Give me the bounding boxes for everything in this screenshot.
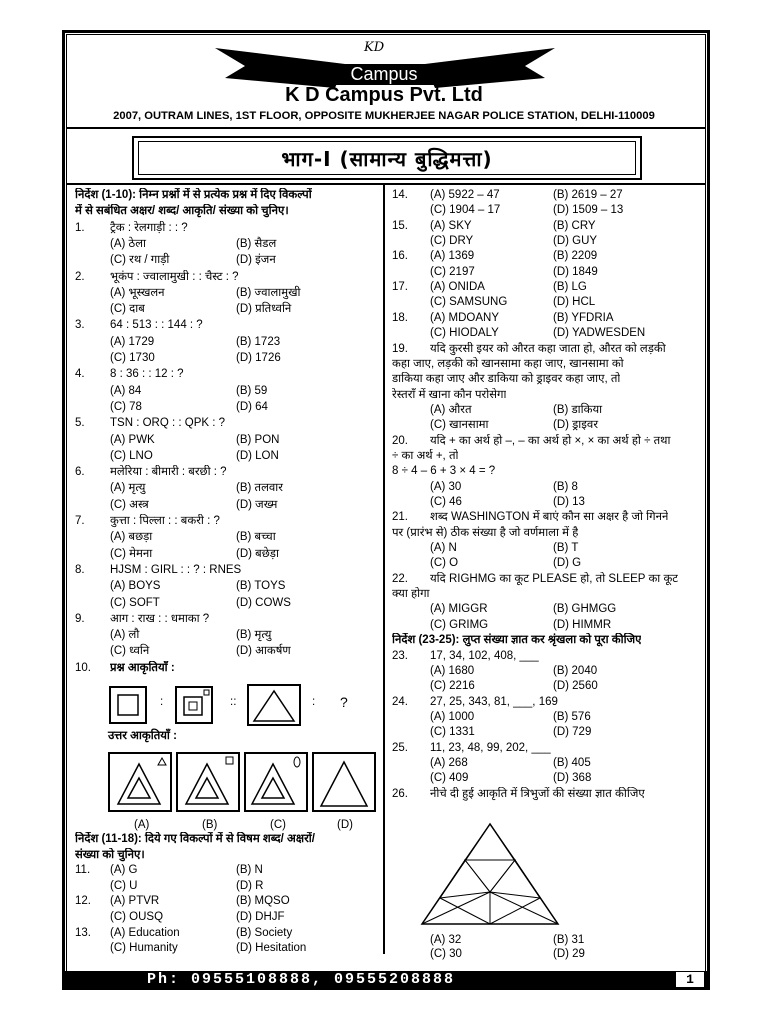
question-text: 11, 23, 48, 99, 202, ___ (430, 741, 551, 754)
option-left: (A) ठेला (110, 237, 146, 250)
option-left: (C) 2197 (430, 265, 475, 278)
q-fig-1-inner (118, 695, 138, 715)
question-text: 17, 34, 102, 408, ___ (430, 649, 539, 662)
question-number: 17. (392, 281, 408, 294)
question-text: मलेरिया : बीमारी : बरछी : ? (110, 466, 227, 479)
option-left: (C) ध्वनि (110, 645, 150, 658)
option-left: (A) मृत्यु (110, 482, 146, 495)
option-right: (D) 1509 – 13 (553, 204, 624, 217)
question-text: आग : राख : : धमाका ? (110, 612, 210, 625)
q-sep-1: : (160, 696, 164, 708)
answer-label-b: (B) (202, 819, 218, 831)
option-left: (C) Humanity (110, 942, 178, 955)
question-text: कुत्ता : पिल्ला : : बकरी : ? (110, 515, 220, 527)
option-right: (D) R (236, 879, 264, 892)
option-right: (B) LG (553, 281, 587, 294)
question-number: 2. (75, 270, 85, 283)
directions-text: निर्देश (11-18): दिये गए विकल्पों में से विषम शब्द/ अक्षरों/ (75, 833, 315, 845)
option-left: (A) 32 (430, 934, 462, 946)
directions-text: निर्देश (1-10): निम्न प्रश्नों में से प्रत्येक प्रश्न में दिए विकल्पों (75, 189, 312, 201)
option-right: (D) 1849 (553, 265, 598, 278)
question-number: 26. (392, 787, 408, 800)
option-right: (B) GHMGG (553, 603, 617, 616)
question-text: यदि + का अर्थ हो –, – का अर्थ हो ×, × का अर्थ हो ÷ तथा (430, 434, 671, 447)
option-right: (D) COWS (236, 596, 291, 609)
option-right: (B) CRY (553, 219, 596, 232)
option-left: (A) 268 (430, 756, 468, 769)
q-fig-2-mid (184, 697, 202, 715)
option-left: (C) 1331 (430, 726, 475, 739)
q-fig-3-triangle (254, 691, 294, 721)
company-name: K D Campus Pvt. Ltd (285, 84, 483, 106)
option-left: (C) खानसामा (430, 419, 489, 432)
option-left: (C) अस्त्र (110, 498, 149, 511)
answer-label-c: (C) (270, 819, 286, 831)
question-text: TSN : ORQ : : QPK : ? (110, 417, 226, 430)
question-number: 11. (75, 864, 91, 877)
option-left: (C) 1730 (110, 352, 155, 364)
question-number: 25. (392, 741, 408, 754)
option-right: (B) 2040 (553, 664, 598, 677)
option-right: (B) PON (236, 433, 280, 446)
option-right: (D) HCL (553, 296, 596, 309)
question-text: 64 : 513 : : 144 : ? (110, 319, 203, 332)
option-right: (B) सैडल (236, 237, 277, 250)
option-left: (A) N (430, 542, 457, 555)
question-text: 8 : 36 : : 12 : ? (110, 368, 184, 381)
option-left: (A) 1729 (110, 335, 155, 348)
question-text: पर (प्रारंभ से) ठीक संख्या है जो वर्णमाला में है (392, 526, 579, 539)
option-left: (A) भूस्खलन (110, 286, 165, 299)
question-text: HJSM : GIRL : : ? : RNES (110, 563, 242, 576)
question-number: 23. (392, 649, 408, 662)
option-right: (D) बछेड़ा (236, 547, 279, 560)
footer-bar (62, 971, 710, 988)
question-text: 8 ÷ 4 – 6 + 3 × 4 = ? (392, 465, 496, 478)
option-left: (A) MIGGR (430, 603, 488, 616)
option-right: (B) 2209 (553, 250, 598, 263)
answer-label-a: (A) (134, 819, 150, 831)
q-fig-2-outer (176, 687, 212, 723)
q-fig-2-inner (189, 702, 197, 710)
option-left: (A) 84 (110, 384, 142, 397)
question-number: 7. (75, 515, 85, 527)
option-right: (B) तलवार (236, 482, 283, 495)
question-number: 21. (392, 511, 408, 524)
option-left: (C) 2216 (430, 680, 475, 693)
option-left: (C) DRY (430, 235, 474, 248)
company-address: 2007, OUTRAM LINES, 1ST FLOOR, OPPOSITE MUKHERJEE NAGAR POLICE STATION, DELHI-110009 (113, 110, 655, 122)
option-left: (C) 46 (430, 496, 462, 508)
question-text: भूकंप : ज्वालामुखी : : चैस्ट : ? (110, 270, 239, 283)
q-fig-1-outer (110, 687, 146, 723)
option-left: (A) G (110, 864, 138, 877)
option-left: (A) बछड़ा (110, 531, 153, 544)
option-right: (B) 31 (553, 934, 585, 946)
option-left: (A) SKY (430, 219, 472, 232)
option-left: (A) MDOANY (430, 311, 499, 324)
answer-figures (108, 752, 378, 814)
answer-figures-heading: उत्तर आकृतियाँ : (108, 730, 177, 742)
question-number: 24. (392, 695, 408, 708)
option-right: (D) इंजन (236, 254, 276, 267)
title-rule (66, 183, 706, 185)
option-left: (C) SOFT (110, 596, 160, 609)
triangle-figure (420, 820, 560, 930)
directions-text: प्रश्न आकृतियाँ : (110, 661, 175, 674)
question-number: 5. (75, 417, 85, 430)
option-right: (D) GUY (553, 235, 598, 248)
option-right: (D) जख्म (236, 498, 278, 511)
question-text: डाकिया कहा जाए और डाकिया को ड्राइवर कहा जाए, तो (392, 373, 621, 386)
option-left: (C) HIODALY (430, 327, 499, 340)
option-right: (B) Society (236, 926, 293, 939)
question-number: 12. (75, 895, 91, 908)
option-right: (D) HIMMR (553, 618, 612, 631)
question-text: यदि RIGHMG का कूट PLEASE हो, तो SLEEP का कूट (430, 572, 679, 585)
q-fig-2-small (204, 690, 209, 695)
option-left: (A) 5922 – 47 (430, 189, 500, 201)
option-left: (C) OUSQ (110, 911, 164, 923)
section-title: भाग-I (सामान्य बुद्धिमत्ता) (138, 141, 636, 175)
option-right: (D) YADWESDEN (553, 327, 646, 340)
question-text: 27, 25, 343, 81, ___, 169 (430, 695, 558, 708)
option-left: (A) PWK (110, 433, 155, 446)
option-left: (C) U (110, 879, 138, 892)
column-divider (383, 184, 385, 954)
footer-phones: Ph: 09555108888, 09555208888 (147, 971, 456, 988)
option-left: (C) O (430, 557, 459, 570)
option-right: (B) 405 (553, 756, 591, 769)
question-number: 1. (75, 221, 85, 234)
directions-text: निर्देश (23-25): लुप्त संख्या ज्ञात कर श्रृंखला को पूरा कीजिए (392, 634, 642, 647)
question-number: 19. (392, 342, 408, 355)
question-text: ÷ का अर्थ +, तो (392, 449, 459, 462)
option-right: (B) YFDRIA (553, 311, 614, 324)
option-right: (D) Hesitation (236, 942, 307, 955)
option-right: (D) 2560 (553, 680, 598, 693)
option-left: (C) 78 (110, 400, 142, 413)
question-number: 6. (75, 466, 85, 479)
question-text: ट्रैक : रेलगाड़ी : : ? (110, 221, 188, 234)
option-right: (B) ज्वालामुखी (236, 286, 301, 299)
option-right: (B) 59 (236, 384, 268, 397)
question-text: नीचे दी हुई आकृति में त्रिभुजों की संख्या ज्ञात कीजिए (430, 787, 645, 800)
question-number: 14. (392, 189, 408, 201)
question-number: 9. (75, 612, 85, 625)
question-text: क्या होगा (392, 588, 430, 601)
q-sep-2: :: (230, 696, 237, 708)
option-left: (A) 30 (430, 480, 462, 493)
question-number: 20. (392, 434, 408, 447)
option-left: (C) रथ / गाड़ी (110, 254, 170, 267)
question-number: 15. (392, 219, 408, 232)
option-right: (B) 576 (553, 710, 591, 723)
question-figures (108, 683, 368, 727)
option-left: (C) मेमना (110, 547, 153, 560)
option-right: (B) डाकिया (553, 403, 603, 416)
option-left: (C) 409 (430, 772, 469, 785)
option-left: (C) GRIMG (430, 618, 489, 631)
logo-script: KD (364, 40, 385, 55)
option-left: (C) 1904 – 17 (430, 204, 501, 217)
option-right: (D) 1726 (236, 352, 281, 364)
question-number: 13. (75, 926, 91, 939)
directions-text: में से सबंधित अक्षर/ शब्द/ आकृति/ संख्या को चुनिए। (75, 205, 289, 218)
option-right: (B) मृत्यु (236, 629, 272, 642)
option-right: (B) TOYS (236, 580, 286, 593)
q-missing: ? (340, 694, 348, 710)
option-left: (A) ONIDA (430, 281, 485, 294)
option-left: (A) औरत (430, 403, 472, 416)
option-right: (D) 64 (236, 400, 268, 413)
option-left: (A) 1000 (430, 710, 475, 723)
option-right: (D) DHJF (236, 911, 285, 923)
page-number: 1 (676, 972, 704, 987)
option-right: (B) T (553, 542, 579, 555)
option-left: (A) 1369 (430, 250, 475, 263)
question-text: रेस्तराँ में खाना कौन परोसेगा (392, 388, 507, 401)
directions-text: संख्या को चुनिए। (75, 848, 145, 861)
option-left: (C) दाब (110, 303, 145, 316)
question-number: 16. (392, 250, 408, 263)
option-right: (B) 2619 – 27 (553, 189, 623, 201)
option-right: (D) आकर्षण (236, 645, 291, 658)
option-right: (B) 8 (553, 480, 578, 493)
option-right: (D) ड्राइवर (553, 419, 599, 432)
header-rule (66, 127, 706, 129)
option-left: (A) BOYS (110, 580, 161, 593)
question-number: 18. (392, 311, 408, 324)
option-right: (D) 13 (553, 496, 585, 508)
question-number: 4. (75, 368, 85, 381)
option-right: (B) N (236, 864, 263, 877)
question-number: 10. (75, 661, 91, 674)
logo-word: Campus (334, 64, 434, 85)
option-right: (D) LON (236, 449, 279, 462)
option-right: (D) प्रतिध्वनि (236, 303, 292, 316)
option-right: (B) बच्चा (236, 531, 276, 544)
question-number: 8. (75, 563, 85, 576)
option-left: (A) Education (110, 926, 180, 939)
option-left: (A) लौ (110, 629, 140, 642)
option-right: (B) 1723 (236, 335, 281, 348)
option-left: (C) 30 (430, 947, 462, 960)
option-right: (B) MQSO (236, 895, 290, 908)
q-sep-3: : (312, 696, 316, 708)
option-right: (D) G (553, 557, 582, 570)
option-left: (C) LNO (110, 449, 153, 462)
option-left: (A) PTVR (110, 895, 160, 908)
option-right: (D) 368 (553, 772, 592, 785)
answer-label-d: (D) (337, 819, 353, 831)
question-text: यदि कुरसी इयर को औरत कहा जाता हो, औरत को लड़की (430, 342, 666, 355)
option-right: (D) 729 (553, 726, 592, 739)
question-text: शब्द WASHINGTON में बाएं कौन सा अक्षर है जो गिनने (430, 511, 669, 524)
option-right: (D) 29 (553, 947, 585, 960)
option-left: (A) 1680 (430, 664, 475, 677)
question-number: 3. (75, 319, 85, 332)
option-left: (C) SAMSUNG (430, 296, 508, 309)
question-text: कहा जाए, लड़की को खानसामा कहा जाए, खानसामा को (392, 357, 624, 370)
question-number: 22. (392, 572, 408, 585)
